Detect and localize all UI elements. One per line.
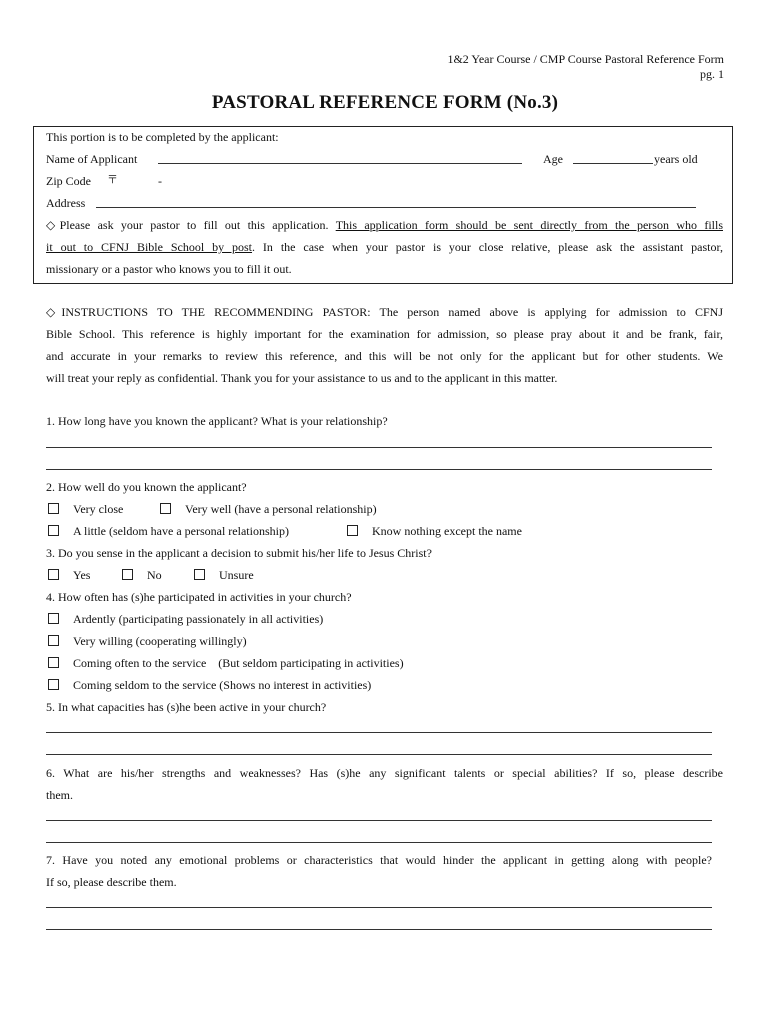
option-very-well[interactable]: Very well (have a personal relationship): [160, 501, 377, 517]
checkbox[interactable]: [347, 525, 358, 536]
question-7: 7. Have you noted any emotional problems or characteristics that would hinder the applicant in getting along with people?: [46, 853, 712, 867]
zip-label: Zip Code: [46, 174, 91, 188]
address-label: Address: [46, 196, 86, 210]
checkbox[interactable]: [48, 635, 59, 646]
question-2: 2. How well do you known the applicant?: [46, 480, 247, 494]
diamond-icon: ◇: [46, 305, 62, 319]
page-title: PASTORAL REFERENCE FORM (No.3): [211, 92, 559, 113]
page-number: pg. 1: [700, 67, 724, 81]
zip-dash: -: [158, 174, 162, 188]
option-know-nothing[interactable]: Know nothing except the name: [347, 523, 522, 539]
checkbox[interactable]: [122, 569, 133, 580]
question-6: 6. What are his/her strengths and weaknesses? Has (s)he any significant talents or special abilities? If so, please describe: [46, 766, 723, 780]
answer-line[interactable]: [46, 820, 712, 821]
question-7-cont: If so, please describe them.: [46, 875, 177, 889]
question-6-cont: them.: [46, 788, 73, 802]
checkbox[interactable]: [194, 569, 205, 580]
instructions-line2: Bible School. This reference is highly important for the examination for admission, so please pray about it and be frank, fair,: [46, 327, 723, 341]
applicant-note-line2: it out to CFNJ Bible School by post. In the case when your pastor is your close relative, please ask the assistant pastor,: [46, 240, 724, 254]
answer-line[interactable]: [46, 469, 712, 470]
applicant-intro: This portion is to be completed by the applicant:: [46, 130, 279, 144]
course-header: 1&2 Year Course / CMP Course Pastoral Reference Form: [447, 52, 724, 66]
option-coming-seldom[interactable]: Coming seldom to the service (Shows no interest in activities): [48, 677, 371, 693]
checkbox[interactable]: [160, 503, 171, 514]
checkbox[interactable]: [48, 525, 59, 536]
answer-line[interactable]: [46, 929, 712, 930]
name-field[interactable]: [158, 163, 522, 164]
question-5: 5. In what capacities has (s)he been active in your church?: [46, 700, 327, 714]
answer-line[interactable]: [46, 842, 712, 843]
option-coming-often[interactable]: Coming often to the service (But seldom participating in activities): [48, 655, 404, 671]
answer-line[interactable]: [46, 732, 712, 733]
instructions-line3: and accurate in your remarks to review this reference, and this will be not only for the applicant but for other students. We: [46, 349, 723, 363]
postal-mark-icon: 〒: [107, 173, 118, 186]
checkbox[interactable]: [48, 503, 59, 514]
years-old-label: years old: [654, 152, 698, 166]
option-very-close[interactable]: Very close: [48, 501, 123, 517]
age-label: Age: [543, 152, 563, 166]
answer-line[interactable]: [46, 447, 712, 448]
option-no[interactable]: No: [122, 567, 162, 583]
diamond-icon: ◇: [46, 218, 60, 232]
answer-line[interactable]: [46, 907, 712, 908]
age-field[interactable]: [573, 163, 653, 164]
option-ardently[interactable]: Ardently (participating passionately in all activities): [48, 611, 323, 627]
applicant-note-line1: ◇Please ask your pastor to fill out this application. This application form should be sent directly from the person who fills: [46, 218, 723, 232]
instructions-line4: will treat your reply as confidential. Thank you for your assistance to us and to the applicant in this matter.: [46, 371, 558, 385]
checkbox[interactable]: [48, 569, 59, 580]
option-unsure[interactable]: Unsure: [194, 567, 254, 583]
question-3: 3. Do you sense in the applicant a decision to submit his/her life to Jesus Christ?: [46, 546, 432, 560]
question-4: 4. How often has (s)he participated in activities in your church?: [46, 590, 352, 604]
option-very-willing[interactable]: Very willing (cooperating willingly): [48, 633, 247, 649]
question-1: 1. How long have you known the applicant? What is your relationship?: [46, 414, 388, 428]
applicant-note-line3: missionary or a pastor who knows you to fill it out.: [46, 262, 292, 276]
checkbox[interactable]: [48, 613, 59, 624]
checkbox[interactable]: [48, 657, 59, 668]
option-yes[interactable]: Yes: [48, 567, 90, 583]
address-field[interactable]: [96, 207, 696, 208]
name-label: Name of Applicant: [46, 152, 138, 166]
option-a-little[interactable]: A little (seldom have a personal relationship): [48, 523, 289, 539]
instructions-line1: ◇INSTRUCTIONS TO THE RECOMMENDING PASTOR: The person named above is applying for admission to CFNJ: [46, 305, 723, 319]
answer-line[interactable]: [46, 754, 712, 755]
checkbox[interactable]: [48, 679, 59, 690]
